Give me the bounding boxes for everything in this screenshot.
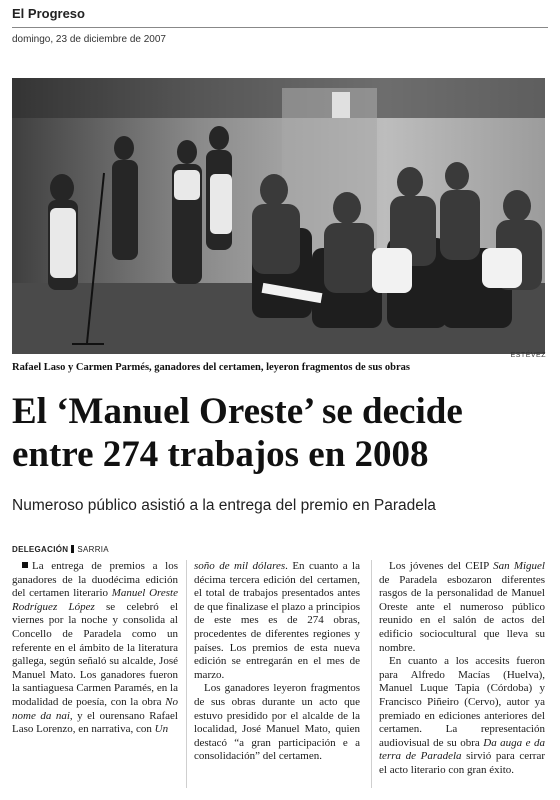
byline-place: SARRIA — [77, 545, 109, 554]
photo-credit: ESTÉVEZ — [510, 352, 546, 359]
text-run: de Paradela esbozaron diferentes rasgos de la personalidad de Manuel Oreste ante el numeroso público reunido en el salón de actos del edificio sociocultural que lleva su nombre. — [379, 573, 545, 654]
text-run-italic: soño de mil dólares — [194, 560, 286, 572]
photo-caption: Rafael Laso y Carmen Parmés, ganadores del certamen, leyeron fragmentos de sus obras — [12, 362, 410, 373]
byline — [12, 545, 109, 554]
subheadline: Numeroso público asistió a la entrega del premio en Paradela — [12, 497, 436, 514]
text-run: Los jóvenes del CEIP — [389, 560, 494, 572]
article-column-3 — [379, 560, 545, 778]
lead-square-icon — [22, 562, 28, 568]
paragraph — [379, 560, 545, 655]
paragraph: Los ganadores leyeron fragmentos de sus obras durante un acto que estuvo presidido por el alcalde de la localidad, José Manuel Mato, quien destacó “a gran participación e a consolidación” del certamen. — [194, 682, 360, 763]
text-run: sirvió para cerrar el acto literario con gran éxito. — [379, 750, 545, 776]
header-rule — [12, 27, 548, 28]
text-run: . En cuanto a la décima tercera edición del certamen, el total de trabajos presentados antes de que finalizase el plazo a principios de este mes es de 274 obras, procedentes de diferentes regiones y países. Los premios de esta nueva edición se entregarán en el mes de marzo. — [194, 560, 360, 681]
text-run-italic: Manuel Oreste Rodríguez López — [12, 587, 178, 613]
article-column-2 — [194, 560, 360, 764]
headline — [12, 390, 552, 476]
article-column-1 — [12, 560, 178, 737]
photo-illustration — [12, 78, 545, 354]
text-run-italic: San Miguel — [493, 560, 545, 572]
paragraph — [194, 560, 360, 682]
newspaper-name: El Progreso — [12, 6, 85, 21]
paragraph — [12, 560, 178, 737]
article-photo — [12, 78, 545, 354]
publication-date: domingo, 23 de diciembre de 2007 — [12, 34, 166, 45]
paragraph — [379, 655, 545, 777]
headline-line-1: El ‘Manuel Oreste’ se decide — [12, 391, 463, 432]
column-divider — [371, 560, 372, 788]
text-run-italic: Un — [154, 723, 169, 736]
text-run: , y el ourensano Rafael Laso Lorenzo, en narrativa, con — [12, 709, 178, 736]
byline-section: DELEGACIÓN — [12, 545, 69, 554]
text-run-italic: Da auga e da terra de Paradela — [379, 736, 545, 763]
text-run: La entrega de premios a los ganadores de la duodécima edición del certamen literario — [12, 560, 178, 600]
byline-separator — [71, 545, 74, 553]
text-run-italic: No nome da nai — [12, 695, 178, 722]
text-run: se celebró el viernes por la noche y consolida al Concello de Paradela como un referente en el ámbito de la literatura gallega, según señaló su alcalde, José Manuel Mato. Los ganadores fueron la santiaguesa Carmen Paramés, en la modalidad de poesía, con la obra — [12, 600, 179, 708]
text-run: En cuanto a los accesits fueron para Alfredo Macías (Huelva), Manuel Luque Tapia (Córdoba) y Francisco Piñeiro (Cervo), autor ya premiado en ediciones anteriores del certamen. La representación audiovisual de su obra — [379, 655, 545, 749]
headline-line-2: entre 274 trabajos en 2008 — [12, 434, 429, 475]
column-divider — [186, 560, 187, 788]
